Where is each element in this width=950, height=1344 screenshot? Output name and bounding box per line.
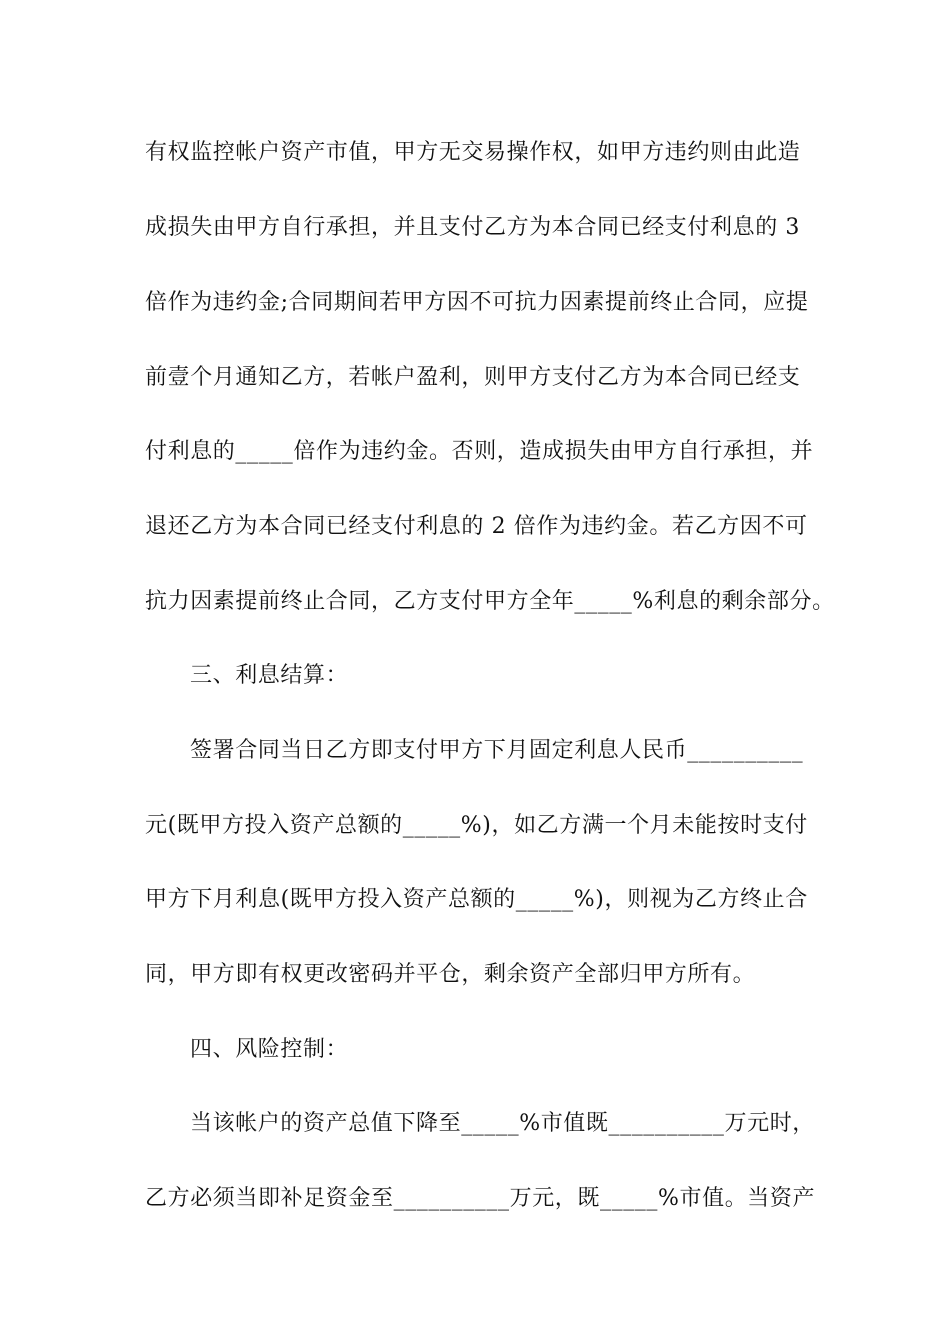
paragraph-line: 甲方下月利息(既甲方投入资产总额的_____%)，则视为乙方终止合 [145,887,808,912]
paragraph-line: 同，甲方即有权更改密码并平仓，剩余资产全部归甲方所有。 [145,962,756,987]
paragraph-line: 前壹个月通知乙方，若帐户盈利，则甲方支付乙方为本合同已经支 [145,365,801,390]
paragraph-line: 退还乙方为本合同已经支付利息的 2 倍作为违约金。若乙方因不可 [145,514,808,539]
paragraph-line: 抗力因素提前终止合同，乙方支付甲方全年_____%利息的剩余部分。 [145,589,835,614]
paragraph-line: 倍作为违约金;合同期间若甲方因不可抗力因素提前终止合同，应提 [145,290,809,315]
section-heading: 四、风险控制： [190,1037,349,1062]
paragraph-line: 乙方必须当即补足资金至__________万元，既_____%市值。当资产 [145,1186,816,1211]
paragraph-line: 签署合同当日乙方即支付甲方下月固定利息人民币__________ [190,738,804,763]
paragraph-line: 当该帐户的资产总值下降至_____%市值既__________万元时， [190,1111,815,1136]
paragraph-line: 元(既甲方投入资产总额的_____%)，如乙方满一个月未能按时支付 [145,813,808,838]
section-heading: 三、利息结算： [190,663,349,688]
paragraph-line: 付利息的_____倍作为违约金。否则，造成损失由甲方自行承担，并 [145,439,814,464]
paragraph-line: 有权监控帐户资产市值，甲方无交易操作权，如甲方违约则由此造 [145,140,801,165]
paragraph-line: 成损失由甲方自行承担，并且支付乙方为本合同已经支付利息的 3 [145,215,800,240]
